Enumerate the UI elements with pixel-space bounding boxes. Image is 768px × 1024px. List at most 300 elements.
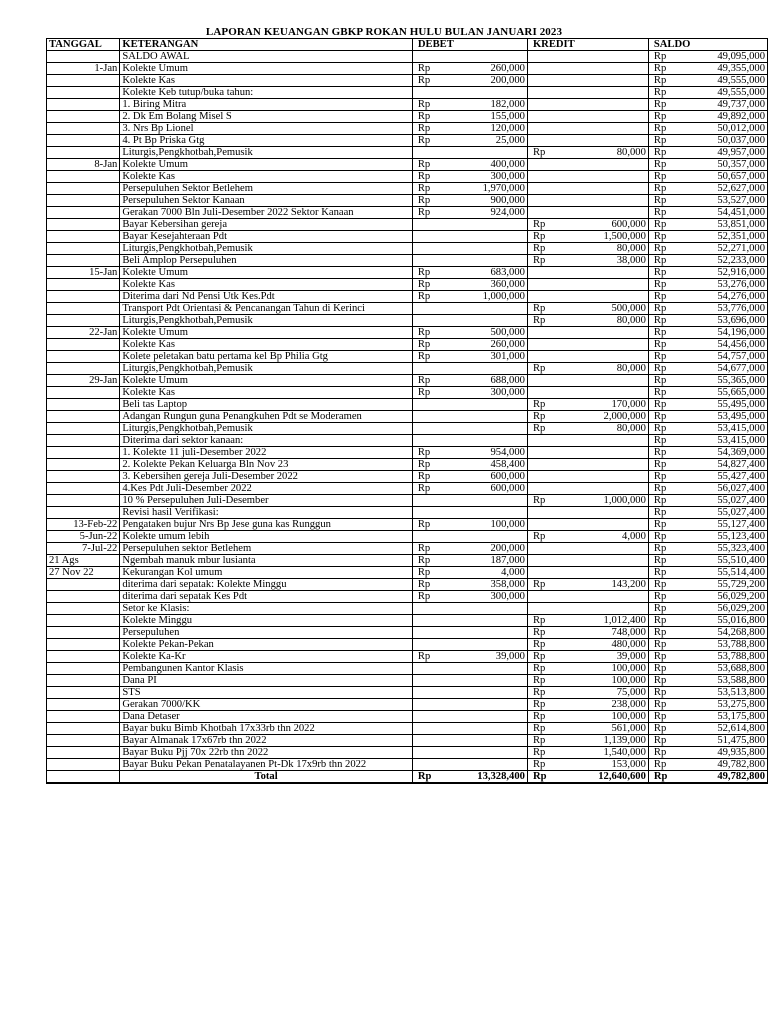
row-kredit: 1,139,000 [577,735,649,747]
row-saldo: 52,627,000 [692,183,767,195]
row-kredit: 170,000 [577,399,649,411]
row-debet: 600,000 [456,471,528,483]
row-date [47,75,120,87]
row-saldo: 54,268,800 [692,627,767,639]
row-description: diterima dari sepatak: Kolekte Minggu [120,579,413,591]
row-saldo: 55,027,400 [692,507,767,519]
row-kredit [577,603,649,615]
saldo-currency: Rp [648,255,692,267]
kredit-currency: Rp [527,699,576,711]
row-date [47,51,120,63]
row-debet [456,363,528,375]
row-date [47,219,120,231]
row-date [47,759,120,771]
row-kredit [577,111,649,123]
table-row [47,699,768,711]
debet-currency: Rp [412,651,455,663]
table-row [47,315,768,327]
row-debet: 182,000 [456,99,528,111]
row-saldo: 56,029,200 [692,591,767,603]
row-saldo: 49,737,000 [692,99,767,111]
row-debet: 924,000 [456,207,528,219]
row-saldo: 56,029,200 [692,603,767,615]
debet-currency [412,435,455,447]
header-saldo-spacer [692,39,767,51]
table-row [47,579,768,591]
saldo-currency: Rp [648,51,692,63]
row-description: Adangan Rungun guna Penangkuhen Pdt se Moderamen [120,411,413,423]
row-description: Kekurangan Kol umum [120,567,413,579]
row-saldo: 53,513,800 [692,687,767,699]
saldo-currency: Rp [648,459,692,471]
row-description: 1. Kolekte 11 juli-Desember 2022 [120,447,413,459]
kredit-currency [527,471,576,483]
table-row [47,243,768,255]
row-debet [456,435,528,447]
row-kredit: 100,000 [577,663,649,675]
row-debet: 200,000 [456,543,528,555]
row-kredit [577,519,649,531]
row-debet: 358,000 [456,579,528,591]
debet-currency [412,411,455,423]
row-date [47,627,120,639]
row-saldo: 55,514,400 [692,567,767,579]
kredit-currency: Rp [527,615,576,627]
row-date [47,459,120,471]
row-debet [456,639,528,651]
debet-currency: Rp [412,483,455,495]
debet-currency: Rp [412,135,455,147]
row-date [47,291,120,303]
row-date [47,675,120,687]
table-row [47,183,768,195]
row-kredit [577,375,649,387]
row-kredit [577,459,649,471]
debet-currency: Rp [412,63,455,75]
row-description: 3. Kebersihen gereja Juli-Desember 2022 [120,471,413,483]
row-date [47,471,120,483]
saldo-currency: Rp [648,687,692,699]
saldo-currency: Rp [648,267,692,279]
row-debet: 500,000 [456,327,528,339]
table-row [47,207,768,219]
row-kredit [577,123,649,135]
table-row [47,399,768,411]
row-kredit [577,471,649,483]
saldo-currency: Rp [648,423,692,435]
saldo-currency: Rp [648,363,692,375]
table-row [47,615,768,627]
saldo-currency: Rp [648,591,692,603]
row-date [47,435,120,447]
table-row [47,603,768,615]
row-saldo: 53,495,000 [692,411,767,423]
row-saldo: 53,275,800 [692,699,767,711]
row-debet: 1,000,000 [456,291,528,303]
saldo-currency: Rp [648,399,692,411]
row-kredit: 75,000 [577,687,649,699]
row-debet [456,759,528,771]
row-debet [456,507,528,519]
kredit-currency [527,183,576,195]
row-description: diterima dari sepatak Kes Pdt [120,591,413,603]
total-label: Total [120,771,413,784]
saldo-currency: Rp [648,183,692,195]
kredit-currency [527,519,576,531]
row-kredit [577,543,649,555]
row-description: 1. Biring Mitra [120,99,413,111]
row-date [47,303,120,315]
debet-currency: Rp [412,171,455,183]
row-saldo: 53,415,000 [692,423,767,435]
row-saldo: 55,495,000 [692,399,767,411]
kredit-currency [527,75,576,87]
saldo-currency: Rp [648,387,692,399]
row-date: 22-Jan [47,327,120,339]
debet-currency: Rp [412,207,455,219]
row-date: 5-Jun-22 [47,531,120,543]
kredit-currency: Rp [527,675,576,687]
debet-currency: Rp [412,291,455,303]
kredit-currency: Rp [527,231,576,243]
row-description: SALDO AWAL [120,51,413,63]
row-debet: 260,000 [456,63,528,75]
row-description: Dana Detaser [120,711,413,723]
table-row [47,387,768,399]
row-kredit: 153,000 [577,759,649,771]
saldo-currency: Rp [648,519,692,531]
row-saldo: 54,369,000 [692,447,767,459]
saldo-currency: Rp [648,759,692,771]
row-debet [456,243,528,255]
row-saldo: 53,776,000 [692,303,767,315]
saldo-currency: Rp [648,435,692,447]
row-description: Pengataken bujur Nrs Bp Jese guna kas Runggun [120,519,413,531]
kredit-currency: Rp [527,639,576,651]
row-kredit: 143,200 [577,579,649,591]
row-debet: 260,000 [456,339,528,351]
row-debet: 688,000 [456,375,528,387]
row-debet [456,411,528,423]
row-debet [456,423,528,435]
row-kredit: 39,000 [577,651,649,663]
header-keterangan: KETERANGAN [120,39,413,51]
row-debet [456,687,528,699]
row-kredit [577,339,649,351]
table-row [47,123,768,135]
row-kredit [577,447,649,459]
kredit-currency: Rp [527,735,576,747]
header-kredit-spacer [577,39,649,51]
row-kredit: 80,000 [577,243,649,255]
saldo-currency: Rp [648,123,692,135]
row-kredit [577,63,649,75]
saldo-currency: Rp [648,63,692,75]
kredit-currency [527,111,576,123]
table-row [47,555,768,567]
row-debet [456,723,528,735]
row-description: Bayar buku Bimb Khotbah 17x33rb thn 2022 [120,723,413,735]
table-row [47,531,768,543]
kredit-currency [527,267,576,279]
row-date [47,615,120,627]
row-kredit: 1,540,000 [577,747,649,759]
row-saldo: 53,415,000 [692,435,767,447]
table-row [47,747,768,759]
row-description: Liturgis,Pengkhotbah,Pemusik [120,363,413,375]
saldo-currency: Rp [648,483,692,495]
row-description: 2. Dk Em Bolang Misel S [120,111,413,123]
kredit-currency: Rp [527,399,576,411]
row-description: Kolekte Umum [120,63,413,75]
row-debet [456,315,528,327]
table-row [47,675,768,687]
row-kredit: 1,500,000 [577,231,649,243]
saldo-currency: Rp [648,603,692,615]
row-date [47,123,120,135]
table-row [47,147,768,159]
row-debet: 155,000 [456,111,528,123]
row-debet: 1,970,000 [456,183,528,195]
row-saldo: 52,271,000 [692,243,767,255]
saldo-currency: Rp [648,471,692,483]
row-kredit: 600,000 [577,219,649,231]
kredit-currency: Rp [527,219,576,231]
row-saldo: 52,233,000 [692,255,767,267]
row-kredit [577,171,649,183]
row-kredit [577,279,649,291]
row-saldo: 52,916,000 [692,267,767,279]
row-debet: 187,000 [456,555,528,567]
row-date [47,279,120,291]
row-kredit [577,435,649,447]
row-date [47,183,120,195]
row-saldo: 49,355,000 [692,63,767,75]
table-row [47,363,768,375]
row-date [47,723,120,735]
debet-currency [412,495,455,507]
row-kredit [577,183,649,195]
row-saldo: 55,665,000 [692,387,767,399]
row-date [47,255,120,267]
row-saldo: 55,510,400 [692,555,767,567]
saldo-currency: Rp [648,555,692,567]
kredit-currency: Rp [527,687,576,699]
row-description: Kolekte Kas [120,279,413,291]
row-description: Revisi hasil Verifikasi: [120,507,413,519]
row-date [47,579,120,591]
kredit-currency: Rp [527,711,576,723]
kredit-currency [527,375,576,387]
row-description: Kolekte Pekan-Pekan [120,639,413,651]
row-saldo: 49,555,000 [692,87,767,99]
table-row [47,135,768,147]
row-debet: 39,000 [456,651,528,663]
debet-currency [412,711,455,723]
row-date [47,135,120,147]
row-date [47,447,120,459]
kredit-currency [527,339,576,351]
debet-currency [412,531,455,543]
row-description: Persepuluhen Sektor Betlehem [120,183,413,195]
debet-currency [412,747,455,759]
saldo-currency: Rp [648,615,692,627]
row-kredit [577,87,649,99]
table-row [47,231,768,243]
debet-currency [412,399,455,411]
row-date [47,711,120,723]
row-description: Kolekte Kas [120,387,413,399]
row-description: Persepuluhen sektor Betlehem [120,543,413,555]
kredit-currency [527,387,576,399]
table-row [47,375,768,387]
table-row [47,255,768,267]
row-saldo: 53,688,800 [692,663,767,675]
debet-currency: Rp [412,555,455,567]
row-debet: 683,000 [456,267,528,279]
row-debet [456,219,528,231]
table-row [47,507,768,519]
table-row [47,687,768,699]
saldo-currency: Rp [648,195,692,207]
row-debet [456,255,528,267]
table-row [47,543,768,555]
row-date [47,87,120,99]
debet-currency: Rp [412,519,455,531]
saldo-currency: Rp [648,75,692,87]
debet-currency: Rp [412,459,455,471]
row-description: Liturgis,Pengkhotbah,Pemusik [120,243,413,255]
debet-currency [412,759,455,771]
row-saldo: 50,357,000 [692,159,767,171]
row-date [47,171,120,183]
row-description: 3. Nrs Bp Lionel [120,123,413,135]
row-saldo: 53,527,000 [692,195,767,207]
row-debet: 25,000 [456,135,528,147]
debet-currency: Rp [412,579,455,591]
row-description: Transport Pdt Orientasi & Pencanangan Tahun di Kerinci [120,303,413,315]
saldo-currency: Rp [648,567,692,579]
row-description: Pembangunen Kantor Klasis [120,663,413,675]
row-date [47,207,120,219]
row-description: Kolekte umum lebih [120,531,413,543]
saldo-currency: Rp [648,375,692,387]
debet-currency [412,231,455,243]
debet-currency: Rp [412,339,455,351]
table-row [47,279,768,291]
row-date: 15-Jan [47,267,120,279]
row-date [47,99,120,111]
row-kredit: 561,000 [577,723,649,735]
row-description: STS [120,687,413,699]
row-description: 4.Kes Pdt Juli-Desember 2022 [120,483,413,495]
table-row [47,87,768,99]
row-description: Kolekte Kas [120,75,413,87]
row-description: Kolekte Keb tutup/buka tahun: [120,87,413,99]
row-kredit: 80,000 [577,363,649,375]
row-date: 1-Jan [47,63,120,75]
kredit-currency: Rp [527,315,576,327]
debet-currency [412,603,455,615]
header-saldo: SALDO [648,39,692,51]
row-date [47,399,120,411]
kredit-currency: Rp [527,243,576,255]
row-description: Dana PI [120,675,413,687]
saldo-currency: Rp [648,159,692,171]
row-date: 29-Jan [47,375,120,387]
kredit-currency [527,159,576,171]
row-date [47,195,120,207]
row-debet [456,699,528,711]
row-date [47,639,120,651]
debet-currency: Rp [412,351,455,363]
saldo-currency: Rp [648,207,692,219]
row-debet: 600,000 [456,483,528,495]
saldo-currency: Rp [648,279,692,291]
debet-currency [412,615,455,627]
row-date [47,495,120,507]
saldo-currency: Rp [648,351,692,363]
row-date [47,699,120,711]
saldo-currency: Rp [648,327,692,339]
row-debet: 360,000 [456,279,528,291]
kredit-currency [527,171,576,183]
kredit-currency: Rp [527,531,576,543]
row-description: Bayar Buku Pjj 70x 22rb thn 2022 [120,747,413,759]
row-description: Kolekte Kas [120,171,413,183]
row-saldo: 55,729,200 [692,579,767,591]
debet-currency: Rp [412,591,455,603]
row-date [47,507,120,519]
row-kredit [577,507,649,519]
row-description: Gerakan 7000/KK [120,699,413,711]
row-description: Liturgis,Pengkhotbah,Pemusik [120,423,413,435]
row-kredit: 1,000,000 [577,495,649,507]
saldo-currency: Rp [648,723,692,735]
header-tanggal: TANGGAL [47,39,120,51]
row-debet [456,603,528,615]
table-row [47,51,768,63]
debet-currency [412,87,455,99]
table-row [47,435,768,447]
row-saldo: 53,175,800 [692,711,767,723]
saldo-currency: Rp [648,147,692,159]
debet-currency [412,735,455,747]
row-debet [456,735,528,747]
kredit-currency: Rp [527,411,576,423]
row-kredit [577,195,649,207]
kredit-currency: Rp [527,363,576,375]
table-row [47,63,768,75]
table-row [47,591,768,603]
debet-currency [412,315,455,327]
row-saldo: 54,276,000 [692,291,767,303]
kredit-currency [527,603,576,615]
row-saldo: 51,475,800 [692,735,767,747]
row-description: Diterima dari sektor kanaan: [120,435,413,447]
row-date [47,111,120,123]
row-saldo: 49,095,000 [692,51,767,63]
saldo-currency: Rp [648,495,692,507]
kredit-currency [527,123,576,135]
row-date [47,483,120,495]
debet-currency: Rp [412,111,455,123]
row-description: Liturgis,Pengkhotbah,Pemusik [120,315,413,327]
row-date [47,351,120,363]
debet-currency: Rp [412,183,455,195]
saldo-currency: Rp [648,243,692,255]
saldo-currency: Rp [648,291,692,303]
